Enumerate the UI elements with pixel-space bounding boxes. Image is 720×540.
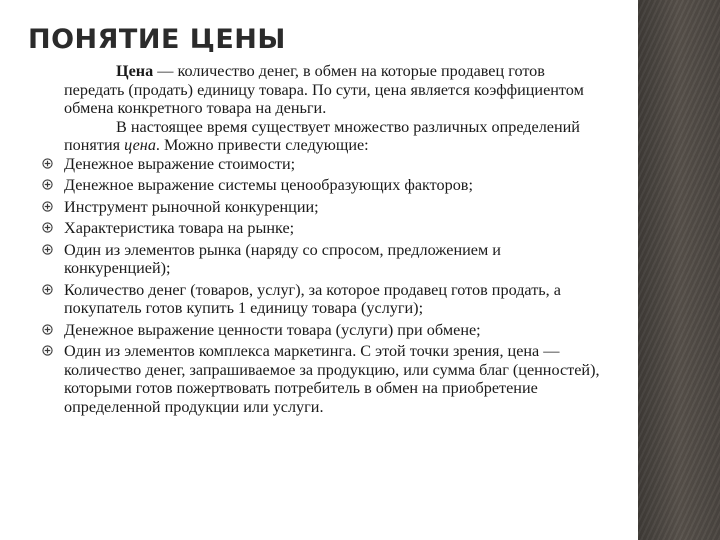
- list-item-text: Один из элементов комплекса маркетинга. С этой точки зрения, цена — количество денег, запрашиваемое за продукцию, или сумма благ (ценностей), которыми готов пожертвовать потребитель в обмен на приобретение определенной продукции или услуги.: [64, 342, 600, 416]
- list-item-text: Характеристика товара на рынке;: [64, 219, 295, 237]
- list-item-text: Денежное выражение системы ценообразующих факторов;: [64, 176, 473, 194]
- intro-paragraph: [40, 118, 600, 155]
- side-divider: [634, 0, 636, 540]
- list-item: [40, 281, 600, 318]
- list-item-text: Денежное выражение стоимости;: [64, 154, 296, 173]
- intro-text-before: В настоящее время существует множество различных определений понятия: [64, 117, 580, 154]
- list-item: [40, 155, 600, 174]
- circled-plus-icon: [42, 324, 53, 335]
- list-item-text: Инструмент рыночной конкуренции;: [64, 197, 319, 216]
- circled-plus-icon: [42, 284, 53, 295]
- slide-title: ПОНЯТИЕ ЦЕНЫ: [28, 24, 286, 55]
- list-item: [40, 321, 600, 340]
- definition-term: Цена: [116, 62, 154, 80]
- circled-plus-icon: [42, 345, 53, 356]
- list-item-text: Количество денег (товаров, услуг), за которое продавец готов продать, а покупатель готов купить 1 единицу товара (услуги);: [64, 280, 561, 317]
- intro-term: цена: [124, 136, 156, 154]
- list-item-text: Один из элементов рынка (наряду со спросом, предложением и конкуренцией);: [64, 240, 501, 277]
- circled-plus-icon: [42, 201, 53, 212]
- circled-plus-icon: [42, 244, 53, 255]
- intro-text-after: . Можно привести следующие:: [155, 136, 369, 154]
- definitions-list: [40, 155, 600, 417]
- list-item: [40, 176, 600, 195]
- list-item-text: Денежное выражение ценности товара (услуги) при обмене;: [64, 320, 481, 339]
- slide-content: [40, 62, 600, 419]
- circled-plus-icon: [42, 179, 53, 190]
- list-item: [40, 219, 600, 238]
- list-item: [40, 342, 600, 416]
- decorative-side-panel: [638, 0, 720, 540]
- list-item: [40, 198, 600, 217]
- circled-plus-icon: [42, 158, 53, 169]
- circled-plus-icon: [42, 222, 53, 233]
- definition-paragraph: [40, 62, 600, 118]
- list-item: [40, 241, 600, 278]
- definition-text: — количество денег, в обмен на которые продавец готов передать (продать) единицу товара. По сути, цена является коэффициентом обмена конкретного товара на деньги.: [64, 62, 584, 117]
